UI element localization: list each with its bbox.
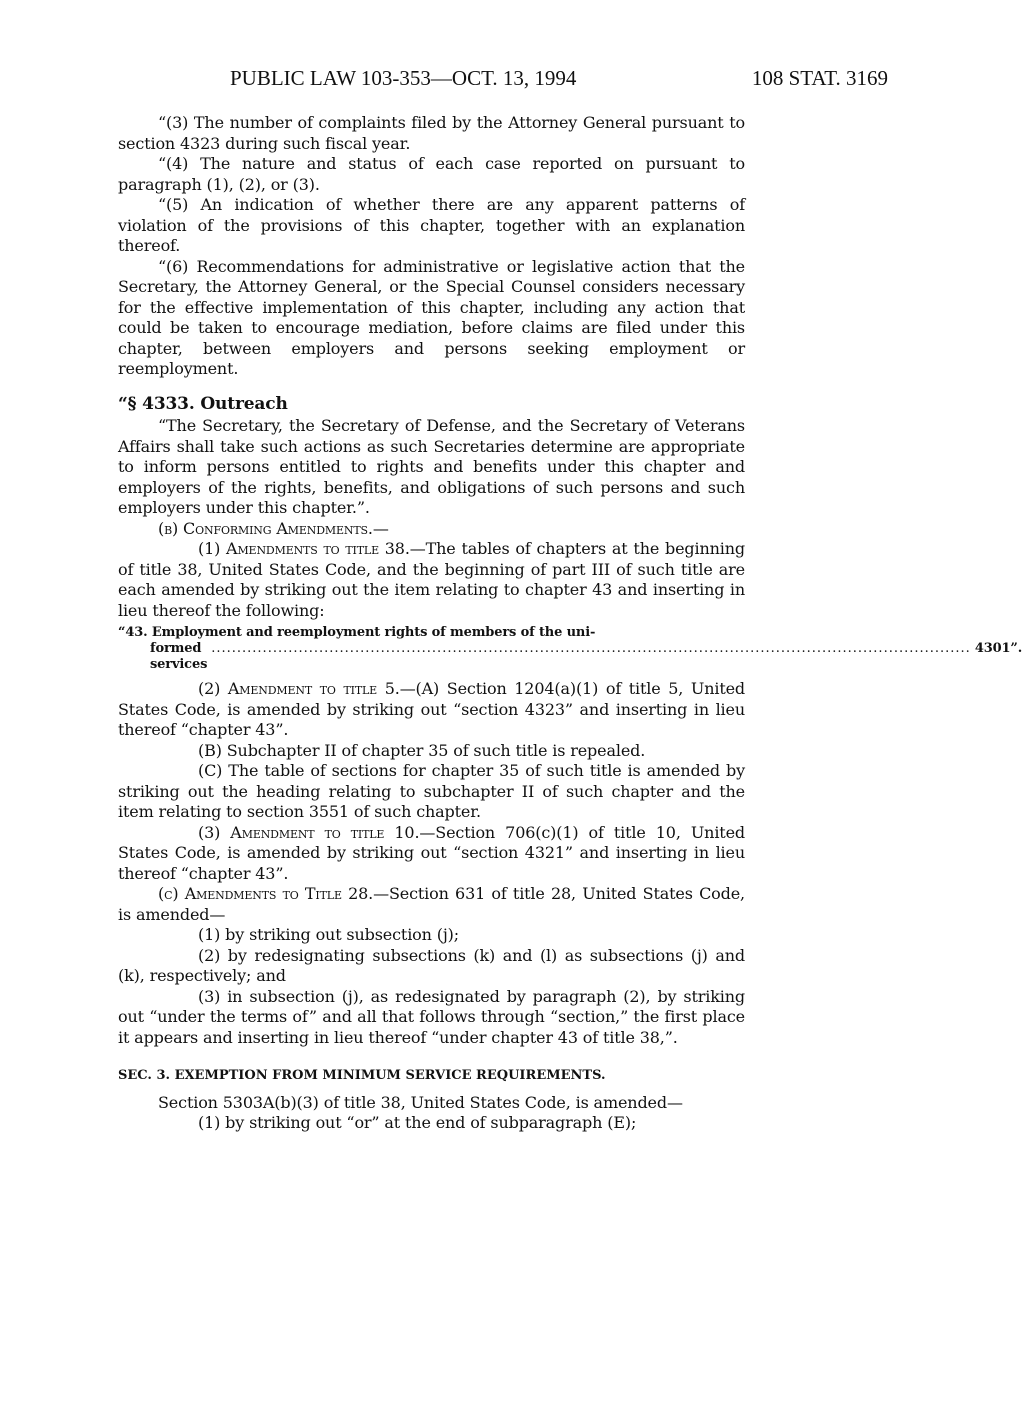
amendment-title-5 bbox=[118, 679, 745, 741]
document-body bbox=[118, 113, 1022, 1134]
page-header bbox=[230, 66, 888, 94]
amendment-title-38-text: —The tables of chapters at the beginning of title 38, United States Code, and the beginning of part III of such title are each amended by striking out the item relating to chapter 43 and inserting in lieu thereof the following: bbox=[118, 539, 745, 620]
amendment-title-10-label: (3) Amendment to title 10. bbox=[198, 822, 420, 842]
amendment-title-10 bbox=[118, 823, 745, 885]
table-item-section-number: 4301”. bbox=[974, 641, 1022, 656]
table-item-line-2 bbox=[118, 641, 1022, 673]
paragraph-6: “(6) Recommendations for administrative or legislative action that the Secretary, the Attorney General, or the Special Counsel considers necessary for the effective implementation of this chapter, including any action that could be taken to encourage mediation, before claims are filed under this chapter, between employers and persons seeking employment or reemployment. bbox=[118, 256, 745, 378]
title-28-item-3: (3) in subsection (j), as redesignated by paragraph (2), by striking out “under the terms of” and all that follows through “section,” the first place it appears and inserting in lieu thereof “under chapter 43 of title 38,”. bbox=[118, 986, 745, 1047]
title-28-item-2: (2) by redesignating subsections (k) and (l) as subsections (j) and (k), respectively; and bbox=[118, 945, 745, 985]
table-item-title-end: formed services bbox=[150, 641, 208, 672]
amendment-title-5-label: (2) Amendment to title 5. bbox=[198, 679, 400, 698]
amendment-title-10-text: —Section 706(c)(1) of title 10, United States Code, is amended by striking out “section 4321” and inserting in lieu thereof “chapter 43”. bbox=[118, 822, 745, 883]
outreach-text: “The Secretary, the Secretary of Defense, and the Secretary of Veterans Affairs shall take such actions as such Secretaries determine are appropriate to inform persons entitled to rights and benefits under this chapter and employers of the rights, benefits, and obligations of such persons and such employers under this chapter.”. bbox=[118, 416, 745, 517]
amendments-title-28-text: —Section 631 of title 28, United States Code, is amended— bbox=[118, 884, 745, 924]
public-law-citation: PUBLIC LAW 103-353—OCT. 13, 1994 bbox=[230, 66, 577, 90]
amendment-title-38-label: (1) Amendments to title 38. bbox=[198, 539, 410, 558]
section-3-heading: SEC. 3. EXEMPTION FROM MINIMUM SERVICE REQUIREMENTS. bbox=[118, 1068, 606, 1083]
amendments-title-28 bbox=[118, 884, 745, 925]
amendment-title-5-c: (C) The table of sections for chapter 35 of such title is amended by striking out the heading relating to subchapter II of such chapter and the item relating to section 3551 of such chapter. bbox=[118, 761, 745, 821]
conforming-amendments-label bbox=[118, 519, 745, 540]
paragraph-3: “(3) The number of complaints filed by the Attorney General pursuant to section 4323 during such fiscal year. bbox=[118, 113, 745, 153]
amendment-title-5-text: —(A) Section 1204(a)(1) of title 5, United States Code, is amended by striking out “section 4323” and inserting in lieu thereof “chapter 43”. bbox=[118, 679, 746, 739]
conforming-amendments-title: (b) Conforming Amendments.— bbox=[158, 518, 389, 538]
section-3-text: Section 5303A(b)(3) of title 38, United States Code, is amended— bbox=[158, 1092, 683, 1112]
paragraph-4: “(4) The nature and status of each case reported on pursuant to paragraph (1), (2), or (3). bbox=[118, 154, 745, 194]
table-item-line-1: “43. Employment and reemployment rights of members of the uni- bbox=[118, 625, 596, 640]
chapter-table-item bbox=[118, 625, 1022, 673]
amendment-title-38 bbox=[118, 539, 745, 621]
amendment-title-5-b: (B) Subchapter II of chapter 35 of such title is repealed. bbox=[198, 740, 646, 760]
paragraph-5: “(5) An indication of whether there are any apparent patterns of violation of the provisions of this chapter, together with an explanation thereof. bbox=[118, 195, 745, 255]
table-dot-leader: .................................................................................................................................................... bbox=[211, 641, 971, 656]
section-4333-heading: “§ 4333. Outreach bbox=[118, 393, 288, 414]
title-28-item-1: (1) by striking out subsection (j); bbox=[198, 925, 459, 944]
statute-page-number: 108 STAT. 3169 bbox=[751, 66, 888, 90]
section-3-item-1: (1) by striking out “or” at the end of subparagraph (E); bbox=[198, 1113, 637, 1132]
amendments-title-28-label: (c) Amendments to Title 28. bbox=[158, 884, 374, 903]
